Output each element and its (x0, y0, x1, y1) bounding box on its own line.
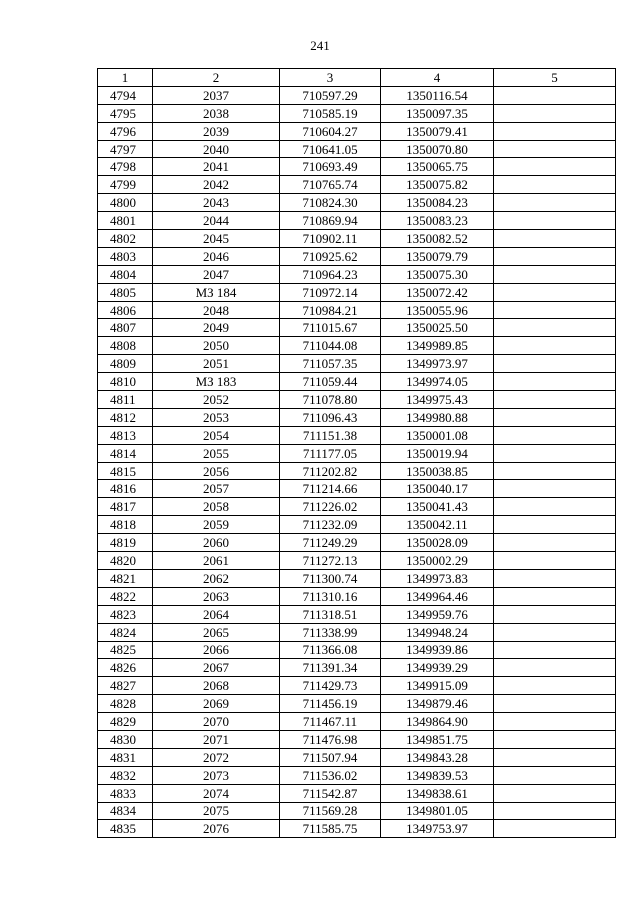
note-cell (494, 158, 616, 176)
coord-x-cell: 711300.74 (280, 569, 381, 587)
coord-x-cell: 711202.82 (280, 462, 381, 480)
point-number-cell: 4805 (98, 283, 153, 301)
coord-y-cell: 1350072.42 (381, 283, 494, 301)
coord-y-cell: 1350084.23 (381, 194, 494, 212)
coord-y-cell: 1349959.76 (381, 605, 494, 623)
note-cell (494, 337, 616, 355)
mark-number-cell: 2065 (153, 623, 280, 641)
note-cell (494, 641, 616, 659)
table-row (98, 158, 616, 176)
header-col-2: 2 (153, 69, 280, 87)
mark-number-cell: 2056 (153, 462, 280, 480)
point-number-cell: 4813 (98, 426, 153, 444)
coord-y-cell: 1350079.41 (381, 122, 494, 140)
note-cell (494, 230, 616, 248)
coord-y-cell: 1350075.30 (381, 265, 494, 283)
table-row (98, 605, 616, 623)
note-cell (494, 283, 616, 301)
coord-x-cell: 710902.11 (280, 230, 381, 248)
table-row (98, 337, 616, 355)
note-cell (494, 355, 616, 373)
coord-x-cell: 710925.62 (280, 247, 381, 265)
coord-x-cell: 711429.73 (280, 677, 381, 695)
mark-number-cell: 2038 (153, 104, 280, 122)
point-number-cell: 4808 (98, 337, 153, 355)
note-cell (494, 748, 616, 766)
coord-x-cell: 711476.98 (280, 730, 381, 748)
mark-number-cell: 2070 (153, 713, 280, 731)
mark-number-cell: 2052 (153, 391, 280, 409)
coord-x-cell: 711015.67 (280, 319, 381, 337)
note-cell (494, 820, 616, 838)
table-row (98, 659, 616, 677)
table-row (98, 480, 616, 498)
table-row (98, 104, 616, 122)
table-row (98, 140, 616, 158)
mark-number-cell: 2051 (153, 355, 280, 373)
point-number-cell: 4814 (98, 444, 153, 462)
coord-y-cell: 1350019.94 (381, 444, 494, 462)
coord-y-cell: 1350038.85 (381, 462, 494, 480)
header-col-3: 3 (280, 69, 381, 87)
point-number-cell: 4795 (98, 104, 153, 122)
coord-y-cell: 1350083.23 (381, 212, 494, 230)
table-body (98, 86, 616, 837)
mark-number-cell: 2043 (153, 194, 280, 212)
coord-x-cell: 711310.16 (280, 587, 381, 605)
coord-x-cell: 711078.80 (280, 391, 381, 409)
point-number-cell: 4804 (98, 265, 153, 283)
coord-x-cell: 711272.13 (280, 552, 381, 570)
note-cell (494, 534, 616, 552)
header-col-1: 1 (98, 69, 153, 87)
note-cell (494, 569, 616, 587)
coord-x-cell: 711366.08 (280, 641, 381, 659)
mark-number-cell: 2075 (153, 802, 280, 820)
mark-number-cell: 2041 (153, 158, 280, 176)
mark-number-cell: 2062 (153, 569, 280, 587)
table-row (98, 408, 616, 426)
table-row (98, 355, 616, 373)
point-number-cell: 4824 (98, 623, 153, 641)
point-number-cell: 4820 (98, 552, 153, 570)
point-number-cell: 4834 (98, 802, 153, 820)
point-number-cell: 4803 (98, 247, 153, 265)
coord-y-cell: 1349753.97 (381, 820, 494, 838)
point-number-cell: 4819 (98, 534, 153, 552)
point-number-cell: 4802 (98, 230, 153, 248)
coord-x-cell: 711585.75 (280, 820, 381, 838)
note-cell (494, 444, 616, 462)
table-row (98, 426, 616, 444)
mark-number-cell: 2074 (153, 784, 280, 802)
point-number-cell: 4835 (98, 820, 153, 838)
coord-y-cell: 1350065.75 (381, 158, 494, 176)
coord-y-cell: 1350025.50 (381, 319, 494, 337)
point-number-cell: 4801 (98, 212, 153, 230)
point-number-cell: 4809 (98, 355, 153, 373)
table-row (98, 695, 616, 713)
point-number-cell: 4798 (98, 158, 153, 176)
mark-number-cell: 2046 (153, 247, 280, 265)
coord-y-cell: 1349974.05 (381, 373, 494, 391)
table-row (98, 516, 616, 534)
mark-number-cell: 2071 (153, 730, 280, 748)
point-number-cell: 4829 (98, 713, 153, 731)
note-cell (494, 480, 616, 498)
point-number-cell: 4827 (98, 677, 153, 695)
note-cell (494, 695, 616, 713)
note-cell (494, 391, 616, 409)
mark-number-cell: 2037 (153, 86, 280, 104)
mark-number-cell: МЗ 183 (153, 373, 280, 391)
note-cell (494, 301, 616, 319)
note-cell (494, 516, 616, 534)
coord-x-cell: 711542.87 (280, 784, 381, 802)
coord-y-cell: 1349879.46 (381, 695, 494, 713)
table-row (98, 677, 616, 695)
point-number-cell: 4815 (98, 462, 153, 480)
header-col-5: 5 (494, 69, 616, 87)
coord-x-cell: 711507.94 (280, 748, 381, 766)
mark-number-cell: 2066 (153, 641, 280, 659)
note-cell (494, 713, 616, 731)
note-cell (494, 176, 616, 194)
note-cell (494, 784, 616, 802)
mark-number-cell: 2050 (153, 337, 280, 355)
coord-x-cell: 710693.49 (280, 158, 381, 176)
table-row (98, 122, 616, 140)
table-row (98, 462, 616, 480)
mark-number-cell: 2044 (153, 212, 280, 230)
note-cell (494, 659, 616, 677)
note-cell (494, 730, 616, 748)
table-row (98, 730, 616, 748)
coord-y-cell: 1349843.28 (381, 748, 494, 766)
page-number: 241 (310, 38, 330, 53)
point-number-cell: 4818 (98, 516, 153, 534)
mark-number-cell: 2069 (153, 695, 280, 713)
note-cell (494, 677, 616, 695)
coord-y-cell: 1350075.82 (381, 176, 494, 194)
coord-x-cell: 710984.21 (280, 301, 381, 319)
table-row (98, 766, 616, 784)
table-row (98, 587, 616, 605)
coord-y-cell: 1349980.88 (381, 408, 494, 426)
note-cell (494, 462, 616, 480)
coord-y-cell: 1350116.54 (381, 86, 494, 104)
table-row (98, 212, 616, 230)
mark-number-cell: 2058 (153, 498, 280, 516)
note-cell (494, 498, 616, 516)
point-number-cell: 4807 (98, 319, 153, 337)
table-row (98, 230, 616, 248)
header-col-4: 4 (381, 69, 494, 87)
table-row (98, 86, 616, 104)
coord-y-cell: 1350097.35 (381, 104, 494, 122)
mark-number-cell: 2061 (153, 552, 280, 570)
point-number-cell: 4796 (98, 122, 153, 140)
mark-number-cell: 2060 (153, 534, 280, 552)
coord-x-cell: 710765.74 (280, 176, 381, 194)
table-row (98, 569, 616, 587)
table-row (98, 748, 616, 766)
point-number-cell: 4797 (98, 140, 153, 158)
coord-y-cell: 1349851.75 (381, 730, 494, 748)
note-cell (494, 426, 616, 444)
point-number-cell: 4828 (98, 695, 153, 713)
mark-number-cell: 2073 (153, 766, 280, 784)
table-row (98, 802, 616, 820)
coord-y-cell: 1349989.85 (381, 337, 494, 355)
coord-y-cell: 1349975.43 (381, 391, 494, 409)
note-cell (494, 104, 616, 122)
point-number-cell: 4825 (98, 641, 153, 659)
note-cell (494, 319, 616, 337)
coord-y-cell: 1350082.52 (381, 230, 494, 248)
coord-y-cell: 1349964.46 (381, 587, 494, 605)
point-number-cell: 4830 (98, 730, 153, 748)
mark-number-cell: 2039 (153, 122, 280, 140)
table-row (98, 283, 616, 301)
note-cell (494, 265, 616, 283)
coord-y-cell: 1349948.24 (381, 623, 494, 641)
note-cell (494, 373, 616, 391)
table-row (98, 623, 616, 641)
table-row (98, 247, 616, 265)
coordinates-table (97, 68, 616, 838)
coord-x-cell: 710597.29 (280, 86, 381, 104)
coord-x-cell: 711338.99 (280, 623, 381, 641)
point-number-cell: 4816 (98, 480, 153, 498)
coord-x-cell: 711569.28 (280, 802, 381, 820)
point-number-cell: 4811 (98, 391, 153, 409)
coord-y-cell: 1349838.61 (381, 784, 494, 802)
mark-number-cell: 2042 (153, 176, 280, 194)
mark-number-cell: МЗ 184 (153, 283, 280, 301)
mark-number-cell: 2049 (153, 319, 280, 337)
mark-number-cell: 2053 (153, 408, 280, 426)
coord-x-cell: 711057.35 (280, 355, 381, 373)
coord-x-cell: 711318.51 (280, 605, 381, 623)
note-cell (494, 605, 616, 623)
point-number-cell: 4800 (98, 194, 153, 212)
coord-x-cell: 710972.14 (280, 283, 381, 301)
mark-number-cell: 2045 (153, 230, 280, 248)
coord-y-cell: 1350079.79 (381, 247, 494, 265)
note-cell (494, 194, 616, 212)
point-number-cell: 4810 (98, 373, 153, 391)
point-number-cell: 4821 (98, 569, 153, 587)
coord-y-cell: 1350042.11 (381, 516, 494, 534)
coord-y-cell: 1350028.09 (381, 534, 494, 552)
coord-y-cell: 1350040.17 (381, 480, 494, 498)
coord-y-cell: 1349864.90 (381, 713, 494, 731)
table-row (98, 534, 616, 552)
coord-y-cell: 1350002.29 (381, 552, 494, 570)
point-number-cell: 4799 (98, 176, 153, 194)
coord-x-cell: 711214.66 (280, 480, 381, 498)
mark-number-cell: 2059 (153, 516, 280, 534)
coord-x-cell: 711536.02 (280, 766, 381, 784)
table-row (98, 176, 616, 194)
mark-number-cell: 2057 (153, 480, 280, 498)
table-row (98, 194, 616, 212)
point-number-cell: 4833 (98, 784, 153, 802)
coord-x-cell: 710641.05 (280, 140, 381, 158)
header-row (98, 69, 616, 87)
coord-x-cell: 711151.38 (280, 426, 381, 444)
mark-number-cell: 2055 (153, 444, 280, 462)
point-number-cell: 4822 (98, 587, 153, 605)
note-cell (494, 623, 616, 641)
coord-y-cell: 1350041.43 (381, 498, 494, 516)
coord-x-cell: 711044.08 (280, 337, 381, 355)
table-row (98, 641, 616, 659)
note-cell (494, 766, 616, 784)
coord-y-cell: 1350001.08 (381, 426, 494, 444)
note-cell (494, 247, 616, 265)
coord-y-cell: 1349839.53 (381, 766, 494, 784)
table-row (98, 552, 616, 570)
mark-number-cell: 2048 (153, 301, 280, 319)
table-row (98, 373, 616, 391)
coord-x-cell: 710964.23 (280, 265, 381, 283)
mark-number-cell: 2054 (153, 426, 280, 444)
table-row (98, 784, 616, 802)
mark-number-cell: 2067 (153, 659, 280, 677)
coord-x-cell: 710824.30 (280, 194, 381, 212)
coord-y-cell: 1350055.96 (381, 301, 494, 319)
coord-x-cell: 711232.09 (280, 516, 381, 534)
point-number-cell: 4823 (98, 605, 153, 623)
note-cell (494, 802, 616, 820)
coord-y-cell: 1349973.83 (381, 569, 494, 587)
table-row (98, 498, 616, 516)
note-cell (494, 86, 616, 104)
table-row (98, 265, 616, 283)
coord-x-cell: 710604.27 (280, 122, 381, 140)
point-number-cell: 4817 (98, 498, 153, 516)
coord-y-cell: 1349973.97 (381, 355, 494, 373)
coord-y-cell: 1349939.86 (381, 641, 494, 659)
mark-number-cell: 2040 (153, 140, 280, 158)
coord-x-cell: 711391.34 (280, 659, 381, 677)
table-row (98, 301, 616, 319)
table-row (98, 391, 616, 409)
coord-y-cell: 1349915.09 (381, 677, 494, 695)
table-header (98, 69, 616, 87)
note-cell (494, 587, 616, 605)
mark-number-cell: 2072 (153, 748, 280, 766)
mark-number-cell: 2063 (153, 587, 280, 605)
coord-y-cell: 1349801.05 (381, 802, 494, 820)
coord-x-cell: 711226.02 (280, 498, 381, 516)
note-cell (494, 122, 616, 140)
coord-x-cell: 710869.94 (280, 212, 381, 230)
coord-y-cell: 1349939.29 (381, 659, 494, 677)
point-number-cell: 4806 (98, 301, 153, 319)
note-cell (494, 212, 616, 230)
point-number-cell: 4826 (98, 659, 153, 677)
coord-x-cell: 711177.05 (280, 444, 381, 462)
mark-number-cell: 2064 (153, 605, 280, 623)
point-number-cell: 4794 (98, 86, 153, 104)
point-number-cell: 4812 (98, 408, 153, 426)
mark-number-cell: 2068 (153, 677, 280, 695)
note-cell (494, 140, 616, 158)
table-row (98, 444, 616, 462)
table-row (98, 319, 616, 337)
coord-x-cell: 711096.43 (280, 408, 381, 426)
coord-y-cell: 1350070.80 (381, 140, 494, 158)
mark-number-cell: 2076 (153, 820, 280, 838)
table-row (98, 820, 616, 838)
point-number-cell: 4832 (98, 766, 153, 784)
mark-number-cell: 2047 (153, 265, 280, 283)
coord-x-cell: 710585.19 (280, 104, 381, 122)
coord-x-cell: 711456.19 (280, 695, 381, 713)
coord-x-cell: 711249.29 (280, 534, 381, 552)
note-cell (494, 552, 616, 570)
coord-x-cell: 711467.11 (280, 713, 381, 731)
coord-x-cell: 711059.44 (280, 373, 381, 391)
point-number-cell: 4831 (98, 748, 153, 766)
note-cell (494, 408, 616, 426)
table-row (98, 713, 616, 731)
